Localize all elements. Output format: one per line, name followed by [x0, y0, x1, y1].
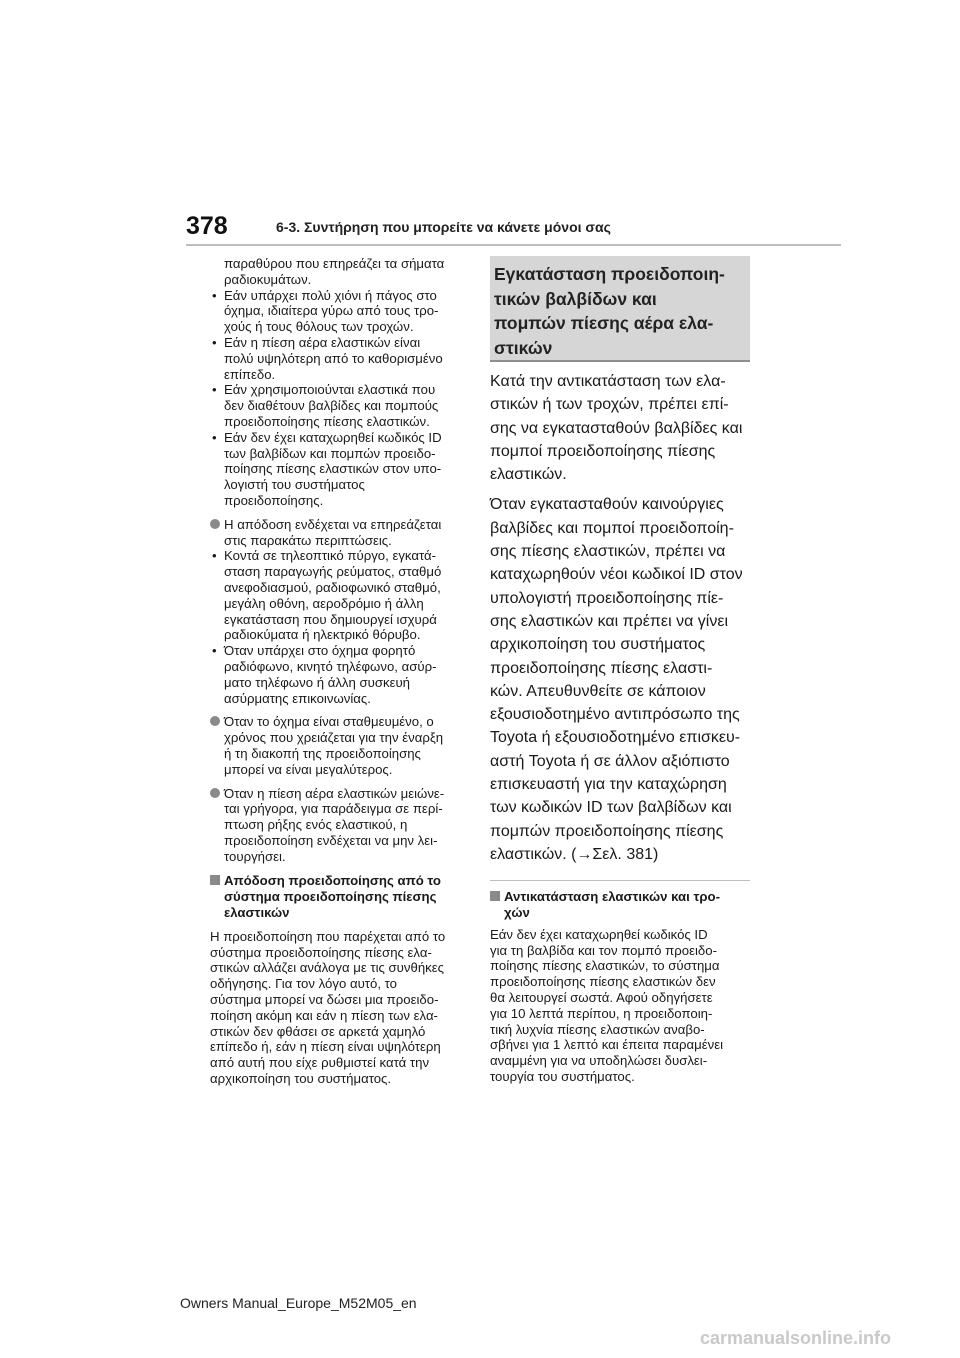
text-line: σης ελαστικών και πρέπει να γίνει [490, 612, 728, 630]
text-line: τική λυχνία πίεσης ελαστικών αναβο- [490, 1021, 705, 1037]
text-line: Toyota ή εξουσιοδοτημένο επισκευ- [490, 729, 741, 747]
text-line: όχημα, ιδιαίτερα γύρω από τους τρο- [224, 303, 439, 319]
bullet-dot-icon: • [212, 382, 217, 398]
bullet-item [210, 430, 468, 509]
note-rapid-pressure-drop [210, 786, 468, 865]
text-line: Εάν δεν έχει καταχωρηθεί κωδικός ID [224, 429, 442, 445]
heading-line: Εγκατάσταση προειδοποιη- [494, 264, 725, 284]
text-line: από αυτή που είχε ρυθμιστεί κατά την [210, 1055, 430, 1071]
bullet-dot-icon: • [212, 287, 217, 303]
text-line: προειδοποίησης πίεσης ελαστι- [490, 659, 713, 677]
text-line: στικών αλλάζει ανάλογα με τις συνθήκες [210, 960, 444, 976]
text-line: στικών ή των τροχών, πρέπει επί- [490, 396, 729, 414]
text-line: ελαστικών. [490, 466, 567, 484]
text-line: στις παρακάτω περιπτώσεις. [224, 532, 392, 548]
text-line: Όταν το όχημα είναι σταθμευμένο, ο [224, 714, 434, 730]
text-line: αναμμένη για να υποδηλώσει δυσλει- [490, 1053, 708, 1069]
text-line: πομπών προειδοποίησης πίεσης [490, 822, 724, 840]
text-line: εγκατάσταση που δημιουργεί ισχυρά [224, 611, 437, 627]
bullet-item [210, 335, 468, 382]
text-line: ελαστικών [224, 905, 290, 921]
text-line: ποίηση ακόμη και εάν η πίεση των ελα- [210, 1007, 438, 1023]
text-line: για 10 λεπτά περίπου, η προειδοποιη- [490, 1005, 713, 1021]
text-line: αρχικοποίηση του συστήματος. [210, 1071, 392, 1087]
text-line: Κοντά σε τηλεοπτικό πύργο, εγκατά- [224, 548, 437, 564]
bullet-dot-icon: • [212, 334, 217, 350]
replacement-note [490, 889, 750, 1085]
bullet-item [210, 643, 468, 706]
note-performance-affected [210, 517, 468, 707]
text-line: επίπεδο ή, εάν η πίεση είναι υψηλότερη [210, 1039, 441, 1055]
bullet-dot-icon: • [212, 429, 217, 445]
text-line: πολύ υψηλότερη από το καθορισμένο [224, 350, 443, 366]
section-divider [490, 880, 750, 881]
text-line: ποίησης πίεσης ελαστικών στον υπο- [224, 461, 442, 477]
text-line: πτωση ρήξης ενός ελαστικού, η [224, 817, 408, 833]
paragraph-registration [490, 493, 750, 866]
text-line: Κατά την αντικατάσταση των ελα- [490, 373, 726, 390]
text-line: ται γρήγορα, για παράδειγμα σε περί- [224, 801, 443, 817]
text-line: υπολογιστή προειδοποίησης πίε- [490, 589, 724, 607]
text-line: των βαλβίδων και πομπών προειδο- [224, 445, 436, 461]
text-line: ραδιοκύματα ή ηλεκτρικό θόρυβο. [224, 627, 421, 643]
text-line: Αντικατάσταση ελαστικών και τρο- [504, 889, 720, 905]
text-line: Η προειδοποίηση που παρέχεται από το [210, 928, 446, 944]
bullet-dot-icon: • [212, 548, 217, 564]
bullet-item [210, 288, 468, 335]
text-line: αστή Toyota ή σε άλλον αξιόπιστο [490, 752, 730, 770]
text-line: εξουσιοδοτημένο αντιπρόσωπο της [490, 706, 740, 724]
text-line: τουργήσει. [224, 848, 286, 864]
text-line: οδήγησης. Για τον λόγο αυτό, το [210, 976, 398, 992]
paragraph-replacement [490, 370, 750, 486]
text-line: ανεφοδιασμού, ραδιοφωνικό σταθμό, [224, 579, 441, 595]
subheading-warning-performance [210, 873, 468, 920]
text-line: βαλβίδες και πομποί προειδοποίη- [490, 519, 734, 537]
text-line: μεγάλη οθόνη, αεροδρόμιο ή άλλη [224, 595, 424, 611]
text-line: παραθύρου που επηρεάζει τα σήματα [224, 256, 445, 271]
note-parked-vehicle [210, 714, 468, 777]
text-line: Εάν υπάρχει πολύ χιόνι ή πάγος στο [224, 287, 437, 303]
text-line: ελαστικών. ( [490, 845, 577, 863]
page-number: 378 [186, 212, 228, 240]
square-bullet-icon [490, 891, 500, 901]
heading-line: στικών [494, 337, 553, 358]
text-line: χρόνος που χρειάζεται για την έναρξη [224, 730, 444, 746]
heading-line: πομπών πίεσης αέρα ελα- [494, 313, 714, 333]
text-line: Εάν δεν έχει καταχωρηθεί κωδικός ID [490, 926, 708, 942]
text-line: Η απόδοση ενδέχεται να επηρεάζεται [224, 516, 442, 532]
bullet-item [210, 548, 468, 643]
text-line: χών [504, 905, 530, 921]
manual-id-footer: Owners Manual_Europe_M52M05_en [180, 1295, 417, 1311]
circle-bullet-icon [210, 788, 220, 798]
text-line: ραδιοκυμάτων. [224, 271, 312, 287]
text-line: μπορεί να είναι μεγαλύτερος. [224, 761, 393, 777]
text-line: σταση παραγωγής ρεύματος, σταθμό [224, 564, 442, 580]
right-column [490, 256, 750, 1085]
text-line: προειδοποίησης. [224, 492, 324, 508]
text-line: προειδοποίησης πίεσης ελαστικών δεν [490, 974, 716, 990]
text-line: ποίησης πίεσης ελαστικών, το σύστημα [490, 958, 720, 974]
text-line: Όταν η πίεση αέρα ελαστικών μειώνε- [224, 785, 445, 801]
watermark-text: carmanualsonline.info [700, 1328, 892, 1348]
text-line: αρχικοποίηση του συστήματος [490, 636, 706, 654]
text-line: τουργία του συστήματος. [490, 1069, 635, 1084]
text-line: επίπεδο. [224, 366, 276, 382]
left-column [210, 256, 468, 1087]
heading-line: τικών βαλβίδων και [494, 288, 657, 309]
text-line: στικών δεν φθάσει σε αρκετά χαμηλό [210, 1023, 426, 1039]
arrow-right-icon: → [576, 845, 593, 863]
text-line: ή τη διακοπή της προειδοποίησης [224, 745, 421, 761]
text-line: Εάν χρησιμοποιούνται ελαστικά που [224, 382, 436, 398]
subheading-tire-replacement [490, 889, 750, 921]
installation-text [490, 370, 750, 866]
bullet-dot-icon: • [212, 643, 217, 659]
text-line: Όταν υπάρχει στο όχημα φορητό [224, 643, 416, 659]
text-line: καταχωρηθούν νέοι κωδικοί ID στον [490, 566, 743, 584]
text-line: των κωδικών ID των βαλβίδων και [490, 799, 732, 817]
text-line: πομποί προειδοποίησης πίεσης [490, 442, 716, 460]
header-divider [186, 244, 841, 246]
page-reference-link[interactable]: Σελ. 381) [592, 845, 659, 863]
warning-performance-body [210, 929, 468, 1087]
text-line: σης να εγκατασταθούν βαλβίδες και [490, 419, 743, 437]
text-line: προειδοποίησης πίεσης ελαστικών. [224, 413, 430, 429]
circle-bullet-icon [210, 716, 220, 726]
text-line: σύστημα προειδοποίησης πίεσης [224, 889, 437, 905]
text-line: προειδοποίηση ενδέχεται να μην λει- [224, 832, 438, 848]
text-line: σβήνει για 1 λεπτό και έπειτα παραμένει [490, 1037, 724, 1053]
text-line: Όταν εγκατασταθούν καινούργιες [490, 496, 724, 514]
text-line: για τη βαλβίδα και τον πομπό προειδο- [490, 942, 717, 958]
circle-bullet-icon [210, 519, 220, 529]
text-line: ασύρματης επικοινωνίας. [224, 690, 371, 706]
text-line: επισκευαστή για την καταχώρηση [490, 776, 727, 794]
text-line: σης πίεσης ελαστικών, πρέπει να [490, 543, 726, 561]
square-bullet-icon [210, 875, 220, 885]
bullet-item [210, 382, 468, 429]
text-line: λογιστή του συστήματος [224, 477, 365, 493]
text-line: χούς ή τους θόλους των τροχών. [224, 319, 414, 335]
text-line: κών. Απευθυνθείτε σε κάποιον [490, 682, 706, 700]
tire-replacement-body [490, 927, 750, 1085]
bullet-list-conditions [210, 288, 468, 509]
text-line: δεν διαθέτουν βαλβίδες και πομπούς [224, 398, 439, 414]
text-line: σύστημα μπορεί να δώσει μια προειδο- [210, 992, 439, 1008]
text-line: θα λειτουργεί σωστά. Αφού οδηγήσετε [490, 990, 713, 1006]
continued-text [210, 256, 468, 288]
text-line: Απόδοση προειδοποίησης από το [224, 873, 441, 889]
text-line: Εάν η πίεση αέρα ελαστικών είναι [224, 334, 421, 350]
text-line: ματο τηλέφωνο ή άλλη συσκευή [224, 674, 411, 690]
text-line: σύστημα προειδοποίησης πίεσης ελα- [210, 944, 432, 960]
text-line: ραδιόφωνο, κινητό τηλέφωνο, ασύρ- [224, 658, 437, 674]
section-heading-box [490, 256, 750, 362]
section-title: 6-3. Συντήρηση που μπορείτε να κάνετε μόνοι σας [276, 219, 611, 235]
